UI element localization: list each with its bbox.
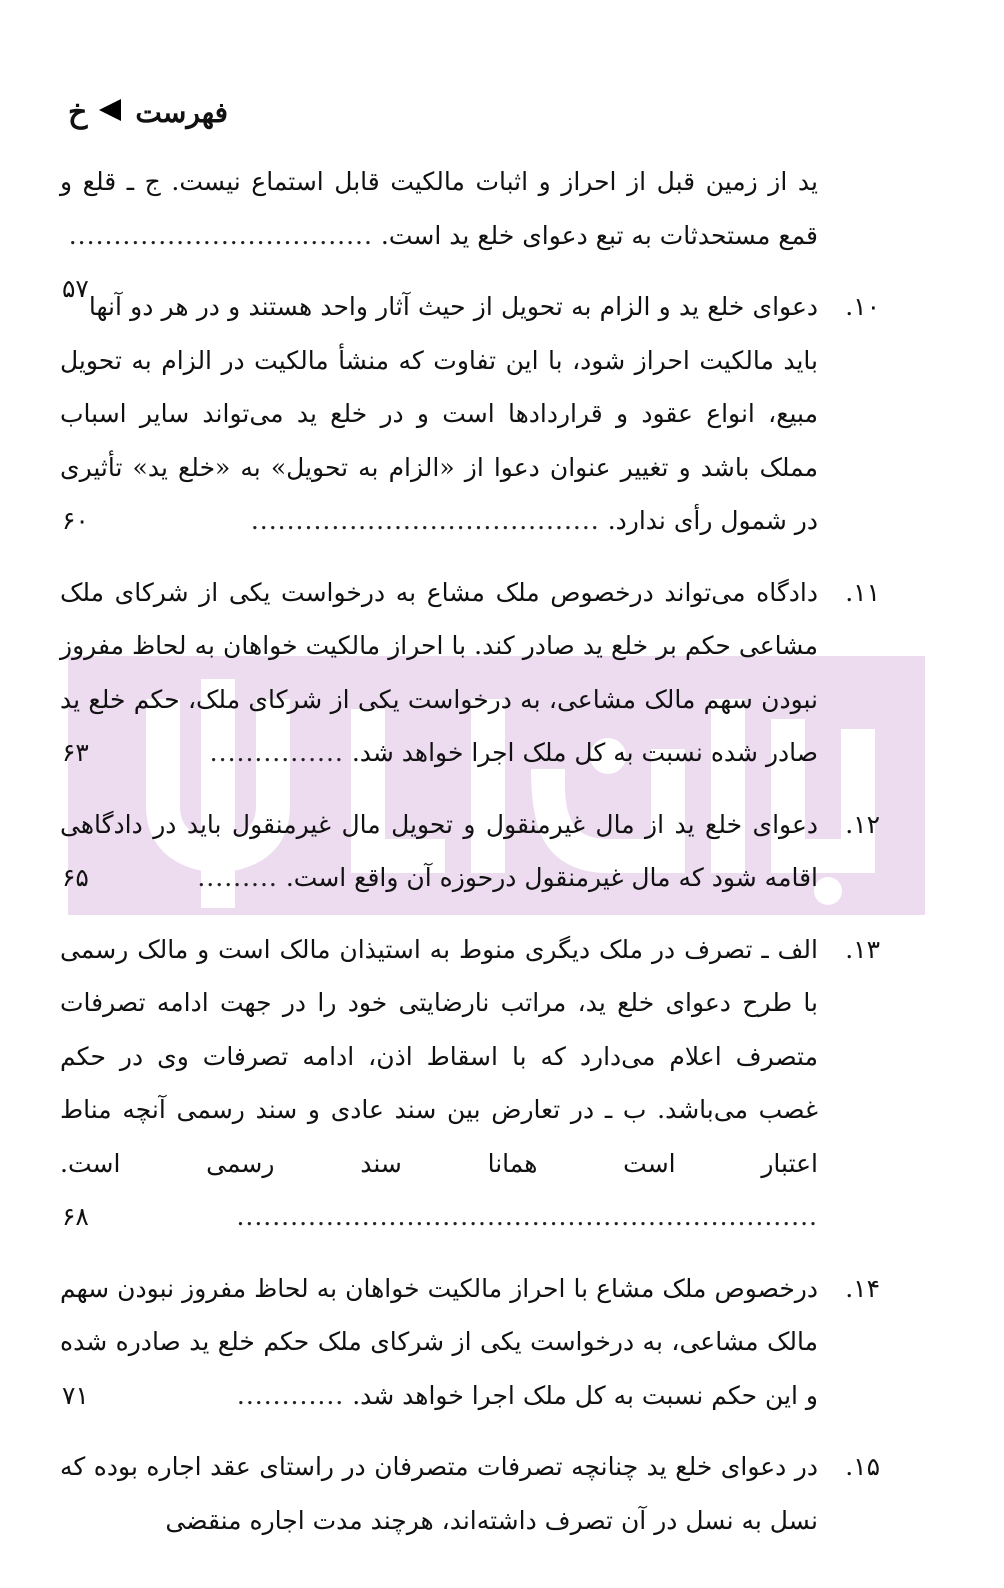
dot-leader: ............ [236,1380,345,1410]
toc-entry [60,280,880,548]
toc-entry [60,798,880,905]
entry-text: دعوای خلع ید و الزام به تحویل از حیث آثار واحد هستند و در هر دو آنها باید مالکیت احراز شود، با این تفاوت که منشأ مالکیت در الزام به تحویل مبیع، انواع عقود و قراردادها است و در خلع ید می‌تواند سایر اسباب مملک باشد و تغییر عنوان دعوا از «الزام به تحویل» به «خلع ید» تأثیری در شمول رأی ندارد. [60,292,818,535]
page-number: ۶۰ [62,506,89,535]
dot-leader: ....................................... [250,506,600,535]
running-header [68,88,228,136]
entry-text: در دعوای خلع ید چنانچه تصرفات متصرفان در راستای عقد اجاره بوده که نسل به نسل در آن تصرف داشته‌اند، هرچند مدت اجاره منقضی [60,1452,818,1535]
dot-leader: ............... [209,738,344,767]
entry-number: ۱۰. [845,292,880,321]
toc-list [60,155,880,1565]
entry-text: الف ـ تصرف در ملک دیگری منوط به استیذان مالک است و مالک رسمی با طرح دعوای خلع ید، مراتب نارضایتی خود را در جهت ادامه تصرفات متصرف اعلام می‌دارد که با اسقاط اذن، ادامه تصرفات وی در حکم غصب می‌باشد. ب ـ در تعارض بین سند عادی و سند رسمی آنچه مناط اعتبار است همانا سند رسمی است. [60,934,818,1178]
toc-entry [60,923,880,1244]
toc-entry [60,155,880,303]
entry-number: ۱۳. [845,934,880,964]
entry-number: ۱۱. [845,577,880,607]
page-number: ۷۱ [62,1380,89,1410]
dot-leader: .................................. [68,220,373,250]
entry-number: ۱۵. [845,1452,880,1481]
toc-entry [60,566,880,780]
dot-leader: ......... [197,863,278,892]
entry-text: ید از زمین قبل از احراز و اثبات مالکیت قابل استماع نیست. ج ـ قلع و قمع مستحدثات به تبع دعوای خلع ید است. [60,167,818,250]
section-letter: خ [68,94,88,130]
entry-number: ۱۴. [845,1273,880,1303]
page-number: ۵۷ [62,274,89,303]
page-number: ۶۳ [62,738,89,767]
triangle-pointer-icon [99,99,121,125]
page-number: ۶۵ [62,863,89,892]
dot-leader: ................................................................. [236,1202,818,1231]
entry-text: دادگاه می‌تواند درخصوص ملک مشاع به درخواست یکی از شرکای ملک مشاعی حکم بر خلع ید صادر کند. با احراز مالکیت خواهان به لحاظ مفروز نبودن سهم مالک مشاعی، به درخواست یکی از شرکای ملک، حکم خلع ید صادر شده نسبت به کل ملک اجرا خواهد شد. [60,577,818,767]
header-title: فهرست [135,95,229,129]
entry-text: درخصوص ملک مشاع با احراز مالکیت خواهان به لحاظ مفروز نبودن سهم مالک مشاعی، به درخواست یکی از شرکای ملک حکم خلع ید صادره شده و این حکم نسبت به کل ملک اجرا خواهد شد. [60,1273,818,1410]
toc-entry [60,1440,880,1547]
entry-number: ۱۲. [845,809,880,839]
toc-entry [60,1262,880,1423]
entry-text: دعوای خلع ید از مال غیرمنقول و تحویل مال غیرمنقول باید در دادگاهی اقامه شود که مال غیرمنقول درحوزه آن واقع است. [60,809,818,892]
page-number: ۶۸ [62,1202,89,1231]
